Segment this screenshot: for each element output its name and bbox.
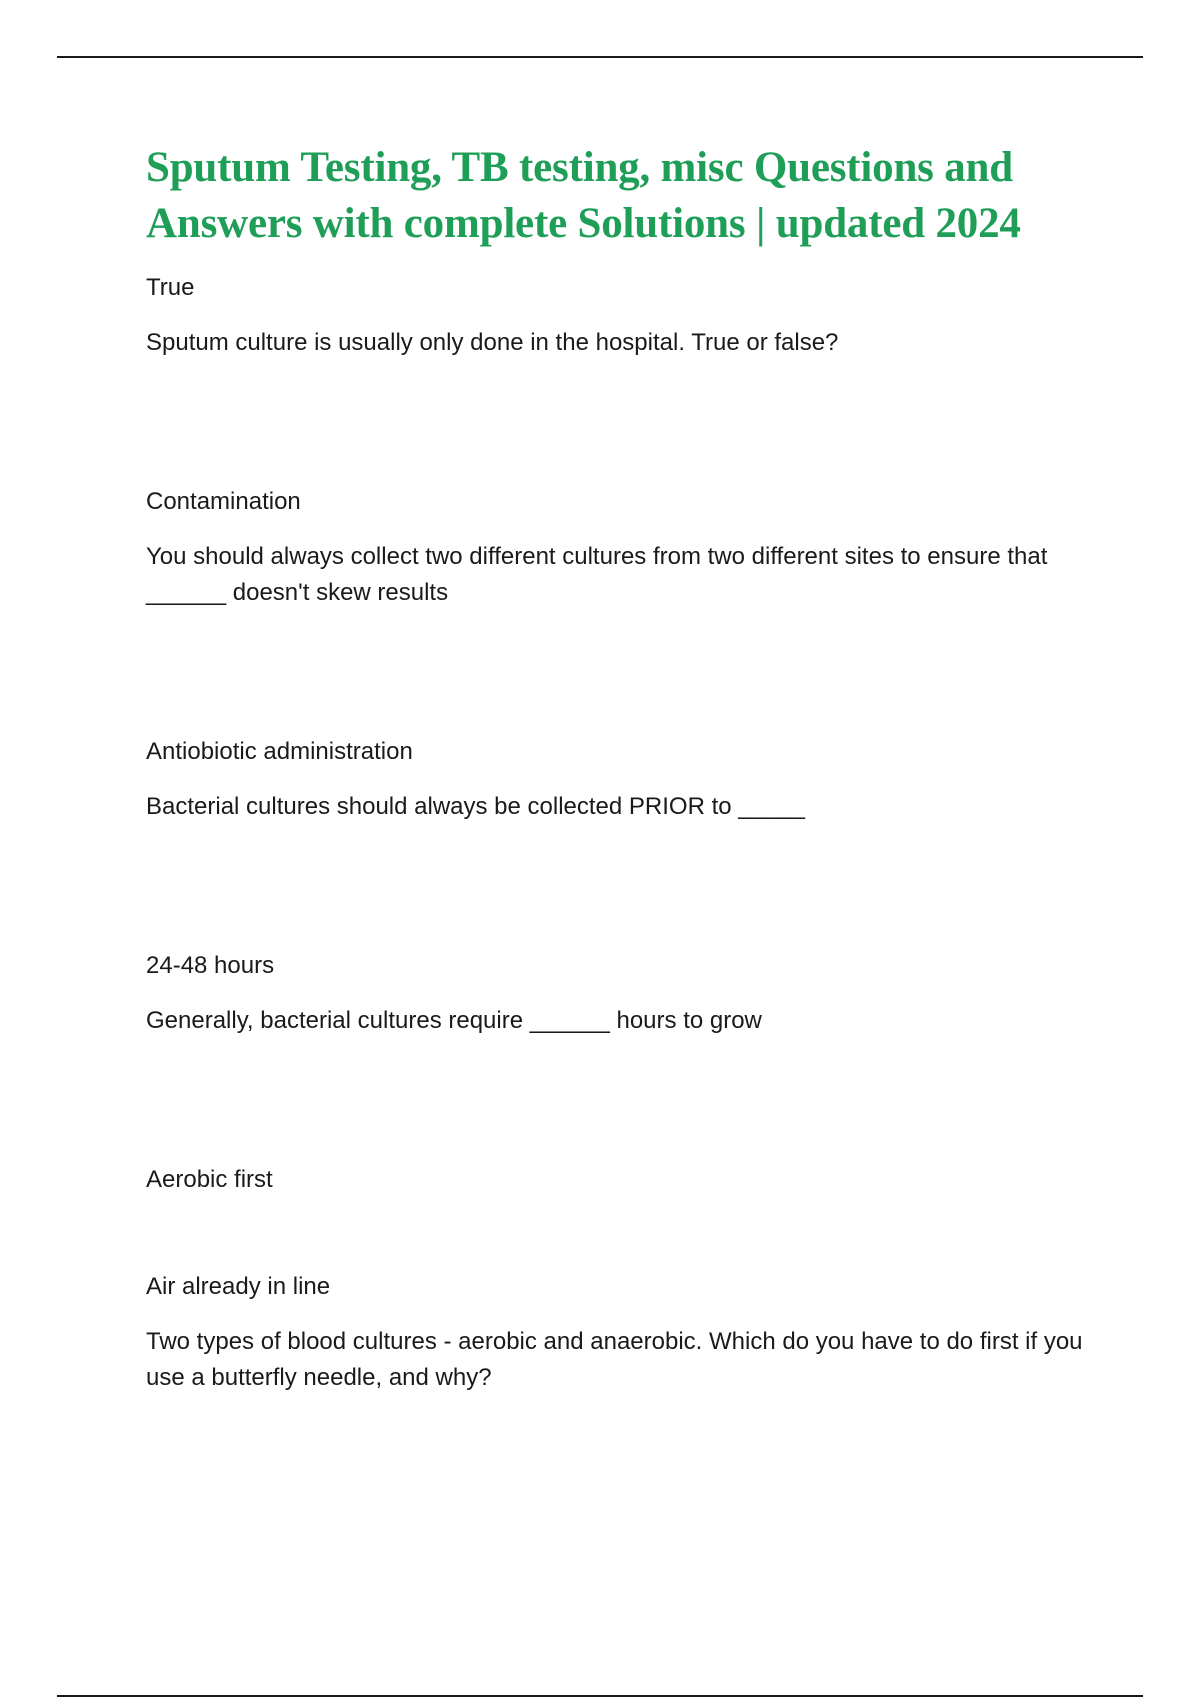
qa-item-3: [146, 734, 1106, 825]
qa-item-6: [146, 1269, 1106, 1396]
answer-text: Aerobic first: [146, 1166, 273, 1193]
answer-text: True: [146, 274, 195, 301]
answer-text: Air already in line: [146, 1273, 331, 1300]
question-text: Two types of blood cultures - aerobic and anaerobic. Which do you have to do first if you use a butterfly needle, and why?: [146, 1328, 1083, 1391]
top-rule: [57, 56, 1143, 58]
answer-text: Contamination: [146, 488, 301, 515]
qa-item-5: [146, 1162, 1106, 1198]
question-text: You should always collect two different cultures from two different sites to ensure that ______ doesn't skew results: [146, 543, 1048, 606]
qa-item-4: [146, 948, 1106, 1039]
qa-item-1: [146, 270, 1106, 361]
answer-text: Antiobiotic administration: [146, 738, 413, 765]
question-text: Bacterial cultures should always be collected PRIOR to _____: [146, 793, 806, 820]
document-header: [146, 140, 1106, 252]
qa-item-2: [146, 484, 1106, 611]
bottom-rule: [57, 1695, 1143, 1697]
document-title: Sputum Testing, TB testing, misc Questions and Answers with complete Solutions | updated 2024: [146, 144, 1021, 247]
question-text: Generally, bacterial cultures require ______ hours to grow: [146, 1007, 762, 1034]
question-text: Sputum culture is usually only done in the hospital. True or false?: [146, 329, 839, 356]
answer-text: 24-48 hours: [146, 952, 275, 979]
